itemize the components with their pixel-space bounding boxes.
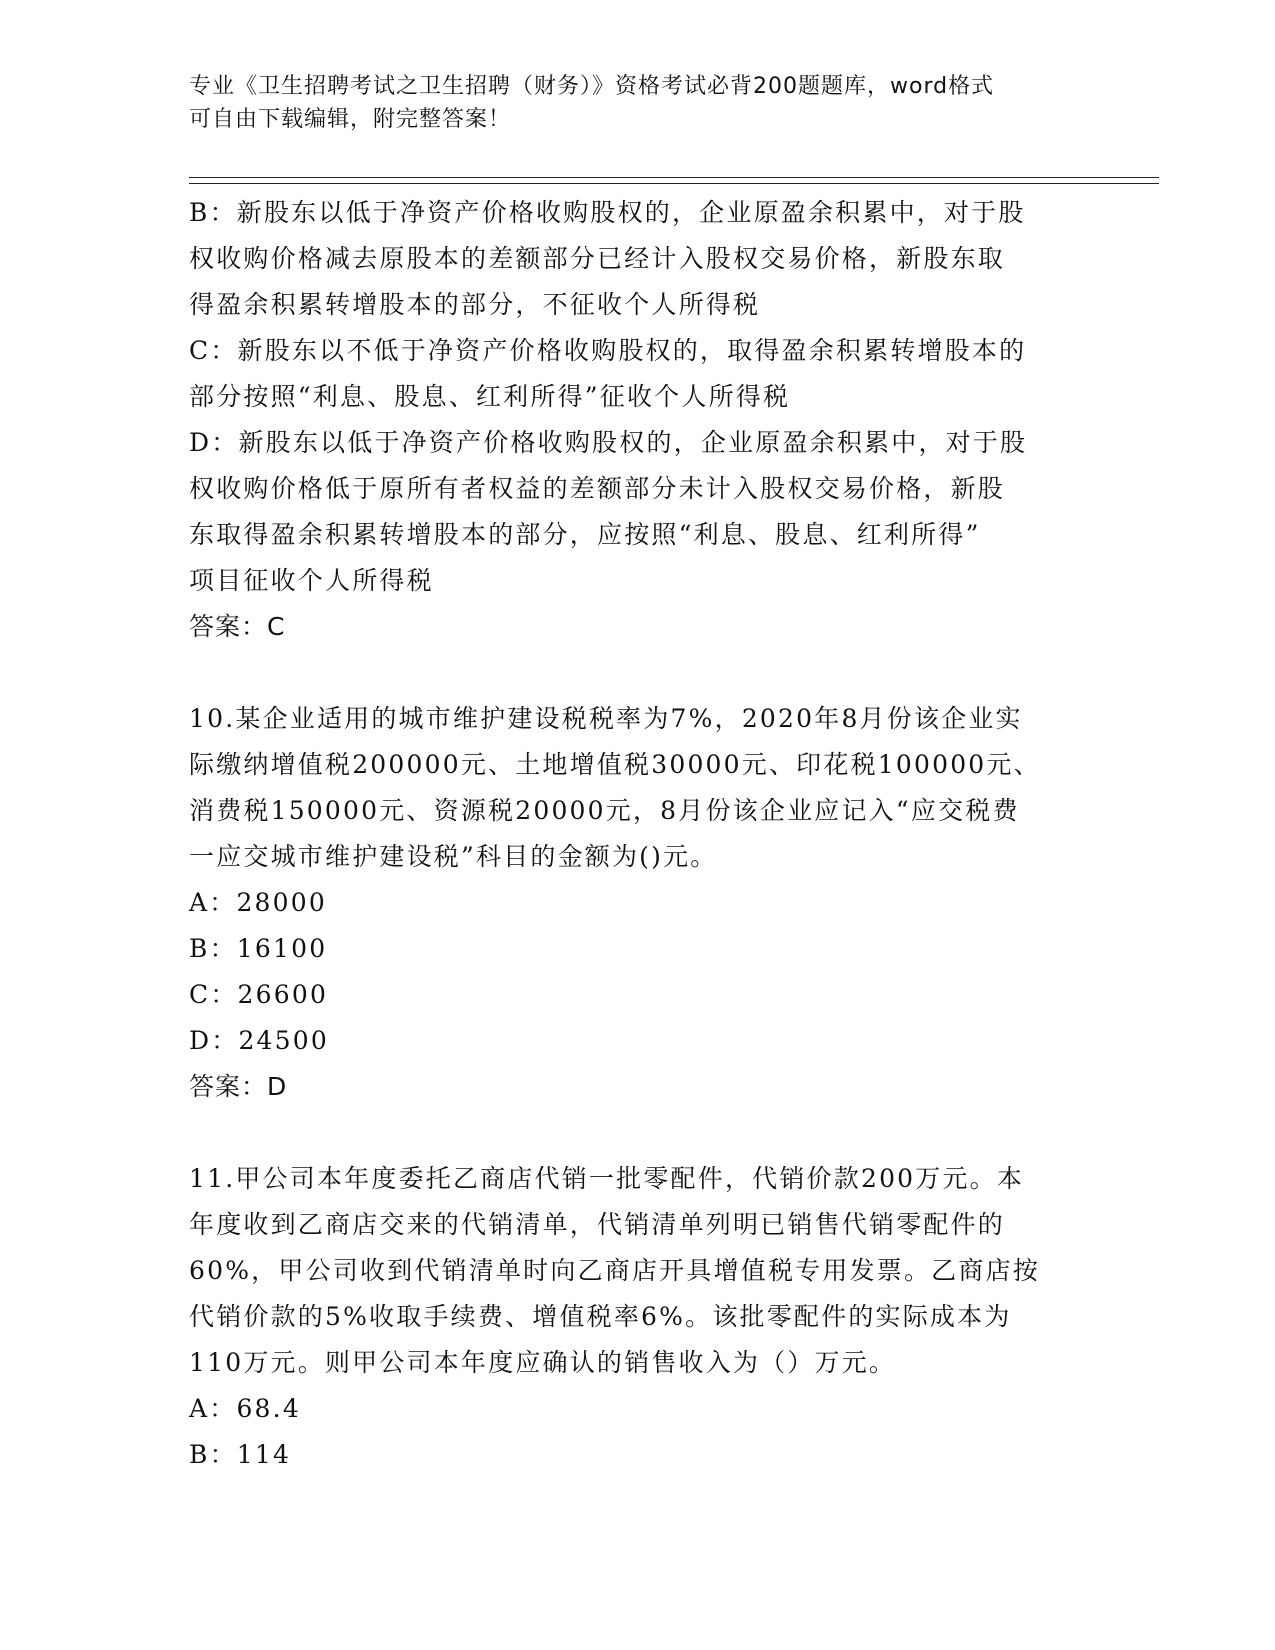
q11-option-a: A：68.4 [189,1394,301,1423]
q11-option-b: B：114 [189,1440,292,1469]
header-divider-bottom [189,183,1159,184]
page-header [189,70,1069,136]
q9-option-b [189,190,1079,328]
q10-option-a: A：28000 [189,888,327,917]
q11-stem-line: 代销价款的5%收取手续费、增值税率6%。该批零配件的实际成本为 [189,1302,1012,1331]
q10-stem-line: 一应交城市维护建设税”科目的金额为()元。 [189,842,718,871]
q10-stem-line: 际缴纳增值税200000元、土地增值税30000元、印花税100000元、 [189,750,1041,779]
q9-option-b-line: 得盈余积累转增股本的部分，不征收个人所得税 [189,290,761,319]
header-divider-top [189,177,1159,178]
spacer [189,1110,1079,1156]
q9-option-d-line: 项目征收个人所得税 [189,566,434,595]
q9-option-d-line: 东取得盈余积累转增股本的部分，应按照“利息、股息、红利所得” [189,520,981,549]
q10-option-d: D：24500 [189,1026,329,1055]
spacer [189,650,1079,696]
q10-option-c: C：26600 [189,980,329,1009]
q11-stem-line: 年度收到乙商店交来的代销清单，代销清单列明已销售代销零配件的 [189,1210,1006,1239]
q9-option-d-line: D：新股东以低于净资产价格收购股权的，企业原盈余积累中，对于股 [189,428,1028,457]
q10-stem-line: 消费税150000元、资源税20000元，8月份该企业应记入“应交税费 [189,796,1020,825]
q10-option-b: B：16100 [189,934,328,963]
q11-stem-line: 11.甲公司本年度委托乙商店代销一批零配件，代销价款200万元。本 [189,1164,1025,1193]
q11-stem [189,1156,1079,1386]
q9-option-c-line: C：新股东以不低于净资产价格收购股权的，取得盈余积累转增股本的 [189,336,1027,365]
q9-option-d-line: 权收购价格低于原所有者权益的差额部分未计入股权交易价格，新股 [189,474,1006,503]
q10-stem [189,696,1079,880]
q9-option-c [189,328,1079,420]
q11-stem-line: 110万元。则甲公司本年度应确认的销售收入为（）万元。 [189,1348,897,1377]
q9-option-d [189,420,1079,604]
q10-answer: 答案：D [189,1072,288,1101]
header-title-line-2: 可自由下载编辑，附完整答案！ [189,107,512,132]
q9-option-b-line: 权收购价格减去原股本的差额部分已经计入股权交易价格，新股东取 [189,244,1006,273]
header-title-line-1: 专业《卫生招聘考试之卫生招聘（财务）》资格考试必背200题题库，word格式 [189,74,995,99]
q9-answer: 答案：C [189,612,286,641]
q9-option-b-line: B：新股东以低于净资产价格收购股权的，企业原盈余积累中，对于股 [189,198,1026,227]
q9-option-c-line: 部分按照“利息、股息、红利所得”征收个人所得税 [189,382,791,411]
q11-stem-line: 60%，甲公司收到代销清单时向乙商店开具增值税专用发票。乙商店按 [189,1256,1040,1285]
q10-stem-line: 10.某企业适用的城市维护建设税税率为7%，2020年8月份该企业实 [189,704,1023,733]
question-content [189,190,1079,1478]
